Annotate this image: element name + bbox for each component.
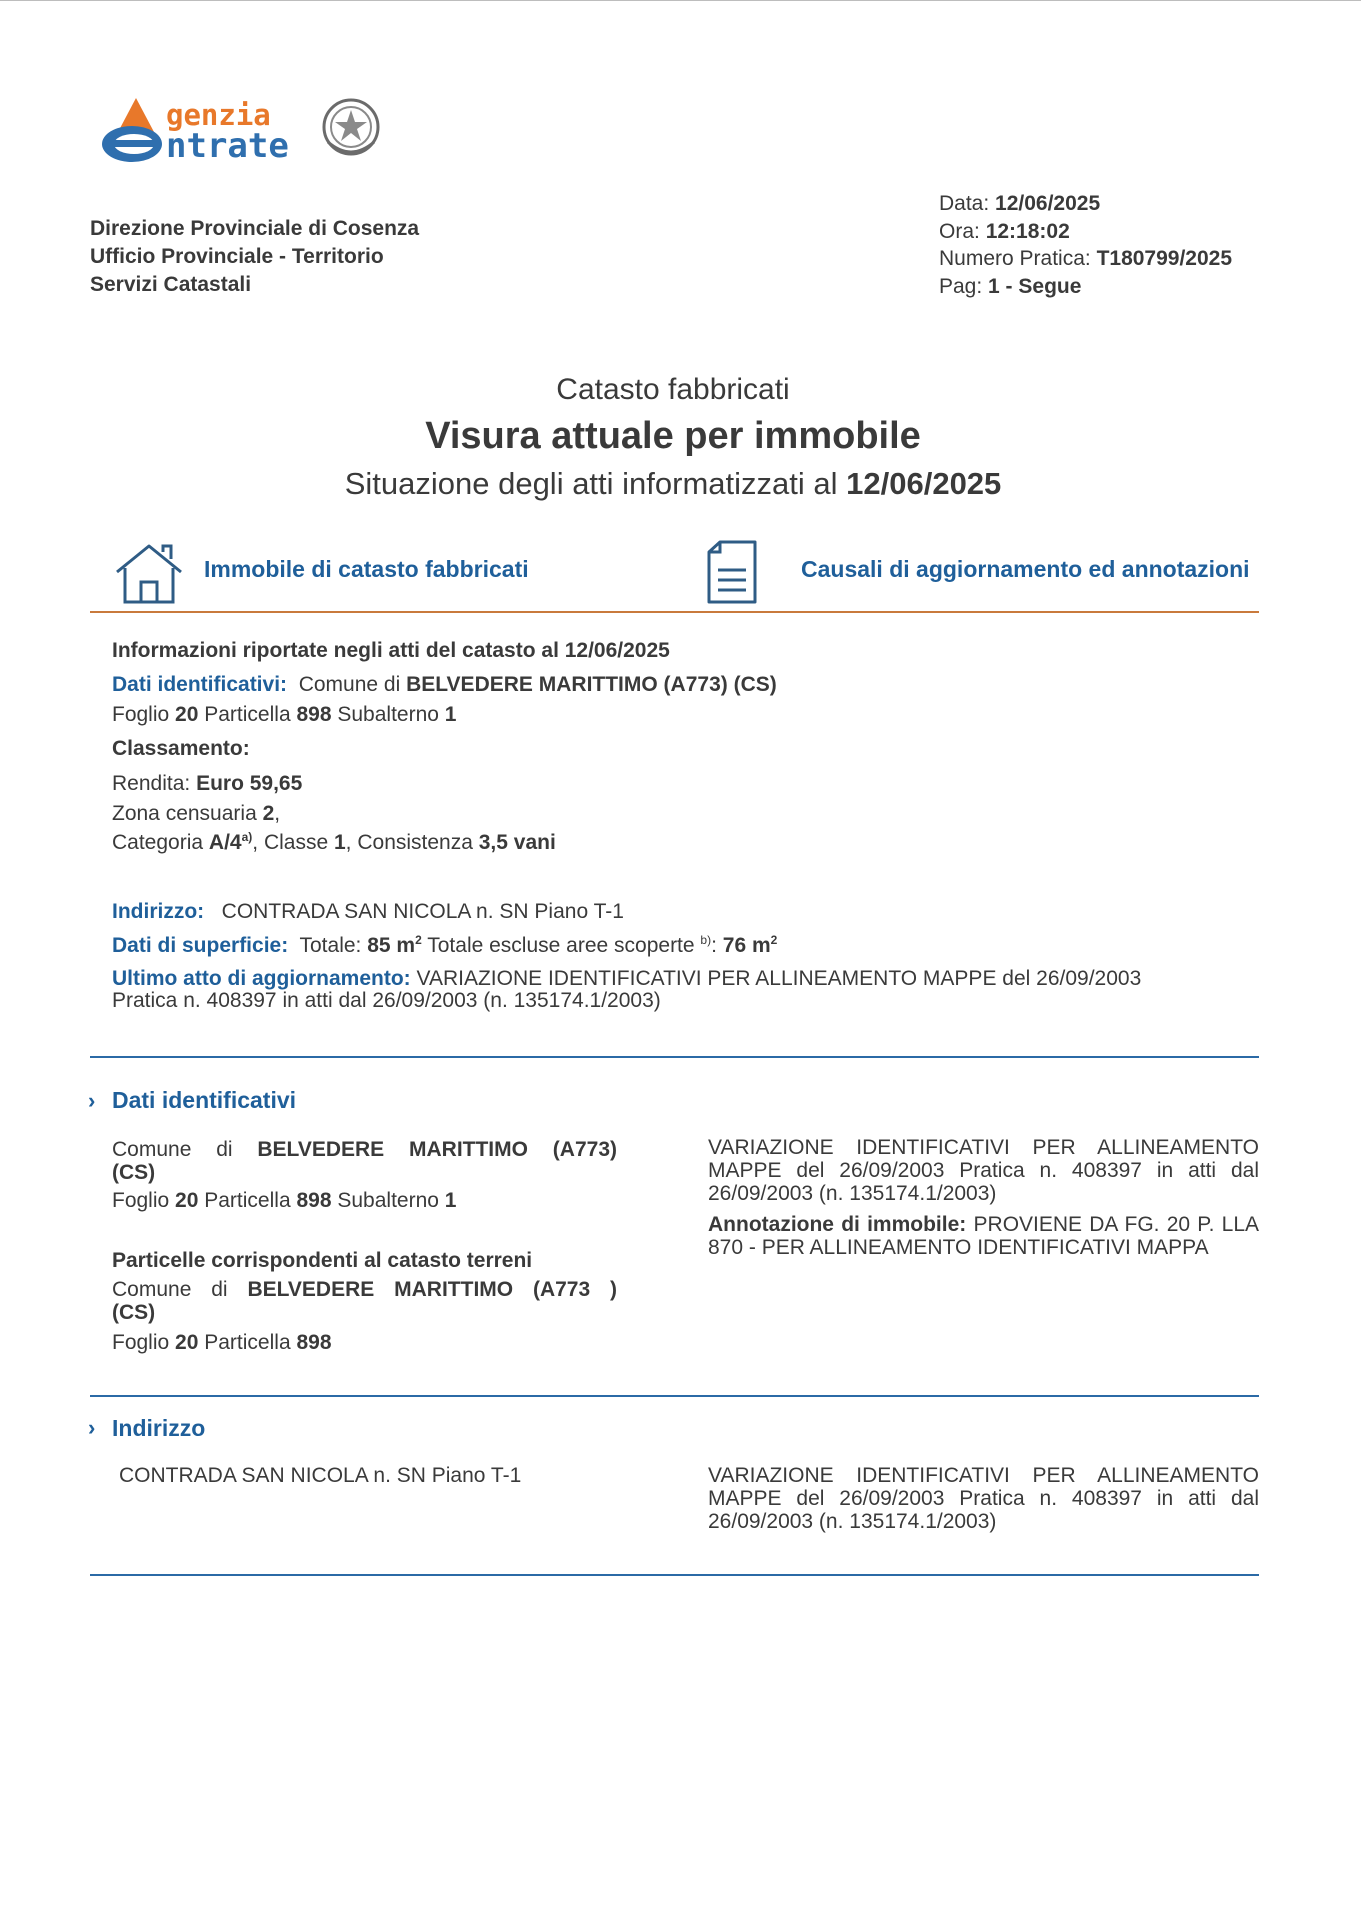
section-header-immobile: Immobile di catasto fabbricati [204, 556, 529, 582]
field-label: Dati identificativi: [112, 673, 288, 696]
foglio-value: 20 [175, 703, 199, 726]
provincia-value: (CS) [112, 1161, 156, 1184]
zona-line: Zona censuaria 2, [112, 802, 281, 825]
summary-ultimo-atto [112, 968, 1141, 1012]
unit-exponent: 2 [415, 933, 422, 947]
comune-prefix: Comune di [112, 1278, 228, 1301]
classe-label: Classe [263, 831, 329, 854]
rendita-value: Euro 59,65 [196, 772, 303, 795]
totale-escluse-label: Totale escluse aree scoperte [427, 934, 695, 957]
totale-escluse-value: 76 m [722, 934, 771, 957]
title-situazione [345, 466, 1002, 502]
classe-value: 1 [333, 831, 346, 854]
chevron-right-icon: › [88, 1415, 96, 1440]
indirizzo-value: CONTRADA SAN NICOLA n. SN Piano T-1 [221, 900, 624, 923]
indirizzo-variazione-text: VARIAZIONE IDENTIFICATIVI PER ALLINEAMENTO MAPPE del 26/09/2003 Pratica n. 408397 in atti dal 26/09/2003 (n. 135174.1/2003) [708, 1464, 1259, 1533]
rendita-line [112, 771, 302, 797]
summary-foglio-line [112, 702, 456, 728]
meta-label: Numero Pratica: [939, 247, 1091, 270]
house-icon [113, 542, 185, 606]
rendita-label: Rendita: [112, 772, 191, 795]
unit-exponent: 2 [770, 933, 778, 947]
section-header-causali: Causali di aggiornamento ed annotazioni [801, 556, 1250, 582]
meta-time: 12:18:02 [985, 219, 1070, 243]
consistenza-value: 3,5 vani [478, 831, 556, 854]
footnote-marker: a) [241, 830, 253, 844]
terreni-foglio-line [112, 1330, 332, 1356]
foglio-value: 20 [175, 1189, 199, 1212]
title-catasto: Catasto fabbricati [556, 373, 790, 406]
meta-page: 1 - Segue [988, 274, 1082, 298]
annotazione-label: Annotazione di immobile: [708, 1213, 967, 1236]
foglio-value: 20 [175, 1331, 199, 1354]
office-line: Direzione Provinciale di Cosenza [90, 217, 420, 240]
totale-value: 85 m [367, 934, 416, 957]
divider [90, 611, 1259, 613]
subalterno-value: 1 [444, 703, 457, 726]
comune-value: BELVEDERE MARITTIMO (A773) [257, 1138, 617, 1161]
comune-prefix: Comune di [298, 673, 401, 696]
comune-value: BELVEDERE MARITTIMO (A773) (CS) [406, 673, 777, 696]
logo-text-genzia: genzia [166, 98, 271, 132]
totale-label: Totale: [299, 934, 362, 957]
dati-variazione-text: VARIAZIONE IDENTIFICATIVI PER ALLINEAMENTO MAPPE del 26/09/2003 Pratica n. 408397 in atti dal 26/09/2003 (n. 135174.1/2003) [708, 1136, 1259, 1205]
meta-label: Pag: [939, 274, 983, 298]
particella-label: Particella [204, 1331, 291, 1354]
zona-value: 2 [262, 802, 275, 825]
logo-text-ntrate: ntrate [166, 126, 289, 166]
foglio-label: Foglio [112, 703, 170, 726]
document-meta [939, 190, 1232, 300]
field-label: Dati di superficie: [112, 934, 289, 957]
foglio-label: Foglio [112, 1189, 170, 1212]
meta-label: Ora: [939, 219, 980, 243]
meta-pratica: T180799/2025 [1096, 247, 1233, 270]
section-title-dati-identificativi: Dati identificativi [112, 1087, 297, 1113]
republic-emblem-icon [320, 96, 382, 162]
meta-date: 12/06/2025 [995, 192, 1101, 215]
terreni-comune-block [112, 1278, 617, 1324]
zona-label: Zona censuaria [112, 802, 257, 825]
document-icon [706, 540, 758, 604]
office-block [90, 215, 419, 299]
foglio-label: Foglio [112, 1331, 170, 1354]
situazione-prefix: Situazione degli atti informatizzati al [344, 466, 838, 501]
comune-prefix: Comune di [112, 1138, 233, 1161]
summary-dati-identificativi [112, 672, 777, 698]
top-border [0, 0, 1361, 1]
office-line: Servizi Catastali [90, 273, 252, 296]
consistenza-label: Consistenza [357, 831, 473, 854]
annotazione-block [708, 1213, 1259, 1259]
classamento-label: Classamento: [112, 737, 250, 760]
title-visura: Visura attuale per immobile [425, 415, 921, 457]
particella-value: 898 [296, 703, 332, 726]
categoria-label: Categoria [112, 831, 204, 854]
dati-comune-block [112, 1138, 617, 1184]
annotazione-value: PROVIENE DA FG. 20 P. LLA 870 - PER ALLINEAMENTO IDENTIFICATIVI MAPPA [708, 1213, 1260, 1259]
comune-value: BELVEDERE MARITTIMO (A773 ) [247, 1278, 618, 1301]
indirizzo-value: CONTRADA SAN NICOLA n. SN Piano T-1 [119, 1464, 522, 1487]
categoria-line: Categoria A/4$^{a)}$, Classe 1, Consistenza 3,5 vani [112, 830, 556, 854]
agenzia-entrate-logo [96, 92, 386, 170]
office-line: Ufficio Provinciale - Territorio [90, 245, 384, 268]
summary-indirizzo [112, 899, 624, 925]
divider [90, 1574, 1259, 1576]
dati-foglio-line [112, 1188, 456, 1214]
particella-value: 898 [296, 1189, 332, 1212]
ultimo-atto-line: VARIAZIONE IDENTIFICATIVI PER ALLINEAMENTO MAPPE del 26/09/2003 [416, 967, 1142, 990]
particella-value: 898 [296, 1331, 332, 1354]
subalterno-label: Subalterno [337, 703, 439, 726]
terreni-heading-text: Particelle corrispondenti al catasto terreni [112, 1249, 533, 1272]
footnote-marker: b) [700, 933, 712, 947]
divider [90, 1395, 1259, 1397]
particella-label: Particella [204, 1189, 291, 1212]
particella-label: Particella [204, 703, 291, 726]
provincia-value: (CS) [112, 1301, 156, 1324]
divider [90, 1056, 1259, 1058]
info-line: Informazioni riportate negli atti del catasto al 12/06/2025 [112, 639, 670, 662]
meta-label: Data: [939, 192, 990, 215]
field-label: Indirizzo: [112, 900, 205, 923]
chevron-right-icon: › [88, 1088, 96, 1113]
subalterno-value: 1 [444, 1189, 457, 1212]
summary-superficie: Dati di superficie: Totale: 85 $m^2$ Totale escluse aree scoperte $^{b)}$: 76 $m^2$ [112, 933, 778, 957]
categoria-value: A/4 [208, 831, 242, 854]
situazione-date: 12/06/2025 [846, 466, 1002, 501]
subalterno-label: Subalterno [337, 1189, 439, 1212]
section-title-indirizzo: Indirizzo [112, 1415, 206, 1441]
ultimo-atto-line: Pratica n. 408397 in atti dal 26/09/2003 (n. 135174.1/2003) [112, 989, 661, 1012]
terreni-heading [112, 1248, 532, 1274]
field-label: Ultimo atto di aggiornamento: [112, 967, 411, 990]
